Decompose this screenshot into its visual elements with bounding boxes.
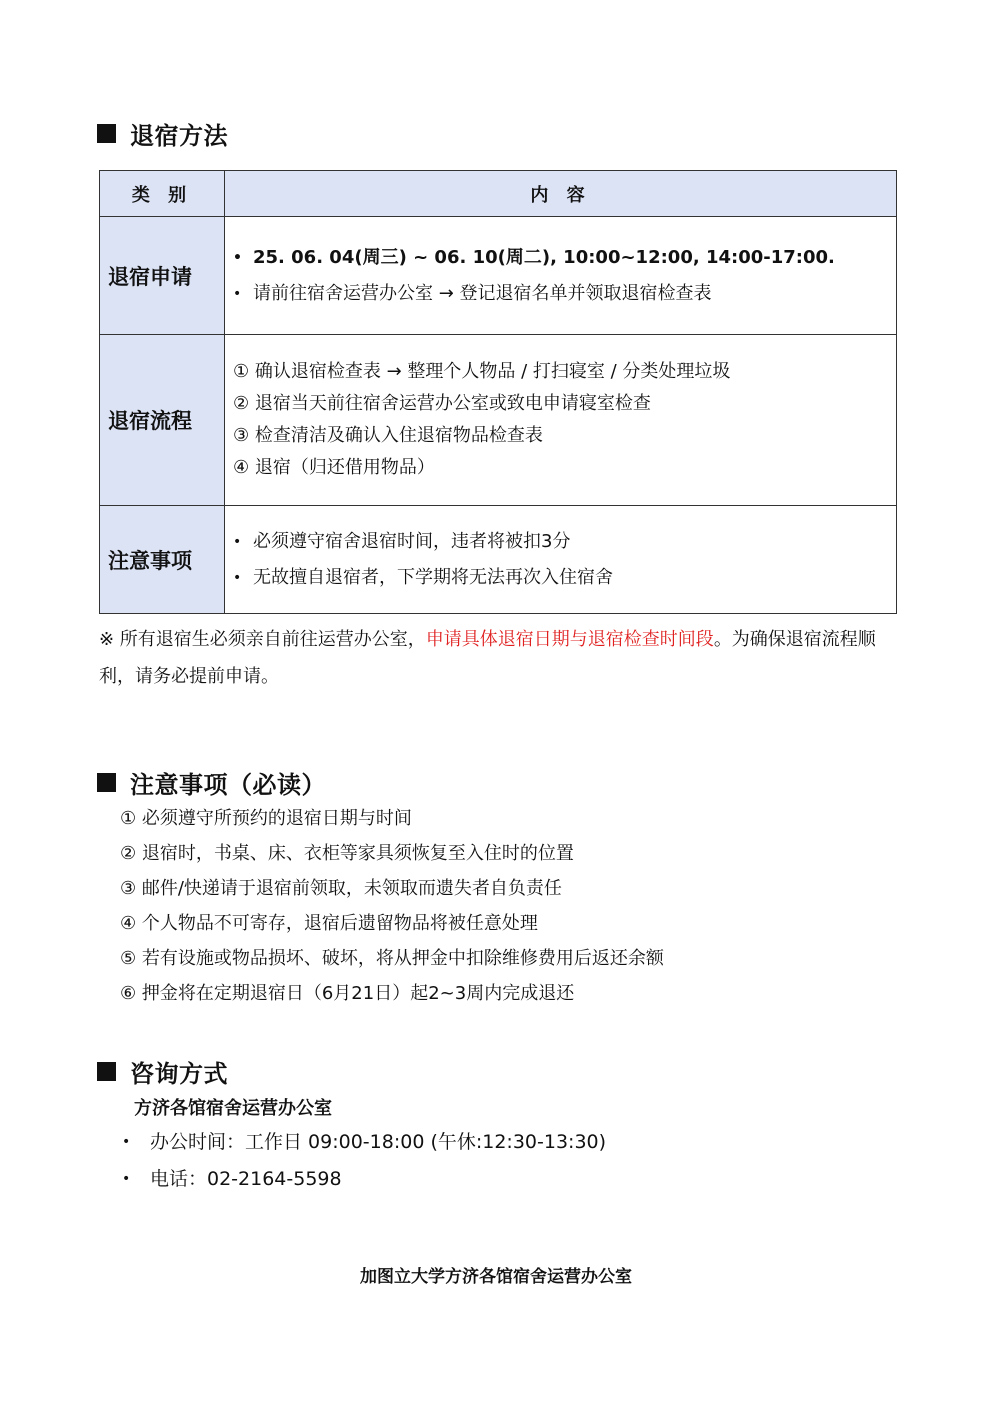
note-suffix: 。为确保退宿流程顺利，请务必提前申请。 (99, 629, 876, 687)
content-apply (225, 217, 897, 335)
note-prefix: ※ 所有退宿生必须亲自前往运营办公室， (99, 629, 426, 650)
header-category: 类 别 (100, 171, 225, 217)
bullet-icon: • (122, 1171, 131, 1187)
bullet-icon: • (233, 249, 242, 266)
list-item (122, 1124, 606, 1161)
bullet-icon: • (233, 285, 242, 302)
phone-number: 电话：02-2164-5598 (150, 1168, 342, 1190)
process-step: ④ 退宿（归还借用物品） (233, 457, 435, 478)
caution-line: 必须遵守宿舍退宿时间，违者将被扣3分 (253, 530, 571, 552)
section-title-contact (97, 1054, 228, 1089)
apply-period: 25. 06. 04(周三) ~ 06. 10(周二), 10:00~12:00, 14:00-17:00. (253, 246, 835, 268)
process-step: ① 确认退宿检查表 → 整理个人物品 / 打扫寝室 / 分类处理垃圾 (233, 361, 731, 382)
header-content: 内 容 (225, 171, 897, 217)
square-bullet-icon (97, 124, 116, 143)
table-row-caution (100, 506, 897, 614)
list-item: ④ 个人物品不可寄存，退宿后遗留物品将被任意处理 (120, 913, 538, 934)
precautions-list (120, 801, 664, 1011)
contact-list (122, 1124, 606, 1198)
square-bullet-icon (97, 773, 116, 792)
caution-line: 无故擅自退宿者，下学期将无法再次入住宿舍 (253, 566, 613, 588)
list-item: ③ 邮件/快递请于退宿前领取，未领取而遗失者自负责任 (120, 878, 562, 899)
list-item (233, 524, 888, 560)
list-item: ⑤ 若有设施或物品损坏、破坏，将从押金中扣除维修费用后返还余额 (120, 948, 664, 969)
list-item: ② 退宿时，书桌、床、衣柜等家具须恢复至入住时的位置 (120, 843, 574, 864)
list-item (233, 240, 888, 276)
table-header-row (100, 171, 897, 217)
square-bullet-icon (97, 1062, 116, 1081)
category-apply: 退宿申请 (100, 217, 225, 335)
bullet-icon: • (233, 569, 242, 586)
list-item: ⑥ 押金将在定期退宿日（6月21日）起2~3周内完成退还 (120, 983, 575, 1004)
office-name: 方济各馆宿舍运营办公室 (134, 1098, 332, 1119)
checkout-table (99, 170, 897, 614)
table-row-process (100, 335, 897, 506)
list-item (233, 560, 888, 596)
category-process: 退宿流程 (100, 335, 225, 506)
list-item (233, 276, 888, 312)
footer-office: 加图立大学方济各馆宿舍运营办公室 (360, 1267, 632, 1287)
table-row-apply (100, 217, 897, 335)
section-title-precautions (97, 765, 326, 800)
section-title-checkout-method (97, 116, 228, 151)
apply-instruction: 请前往宿舍运营办公室 → 登记退宿名单并领取退宿检查表 (253, 282, 712, 304)
section-title-text: 退宿方法 (130, 122, 228, 150)
process-step: ③ 检查清洁及确认入住退宿物品检查表 (233, 425, 543, 446)
bullet-icon: • (122, 1134, 131, 1150)
office-hours: 办公时间：工作日 09:00-18:00 (午休:12:30-13:30) (150, 1131, 607, 1153)
category-caution: 注意事项 (100, 506, 225, 614)
section-title-text: 注意事项（必读） (130, 771, 326, 799)
bullet-icon: • (233, 533, 242, 550)
checkout-note (99, 621, 899, 695)
content-caution (225, 506, 897, 614)
content-process (225, 335, 897, 506)
note-highlight: 申请具体退宿日期与退宿检查时间段 (425, 629, 714, 650)
list-item (122, 1161, 606, 1198)
process-step: ② 退宿当天前往宿舍运营办公室或致电申请寝室检查 (233, 393, 651, 414)
list-item: ① 必须遵守所预约的退宿日期与时间 (120, 808, 412, 829)
section-title-text: 咨询方式 (130, 1060, 228, 1088)
